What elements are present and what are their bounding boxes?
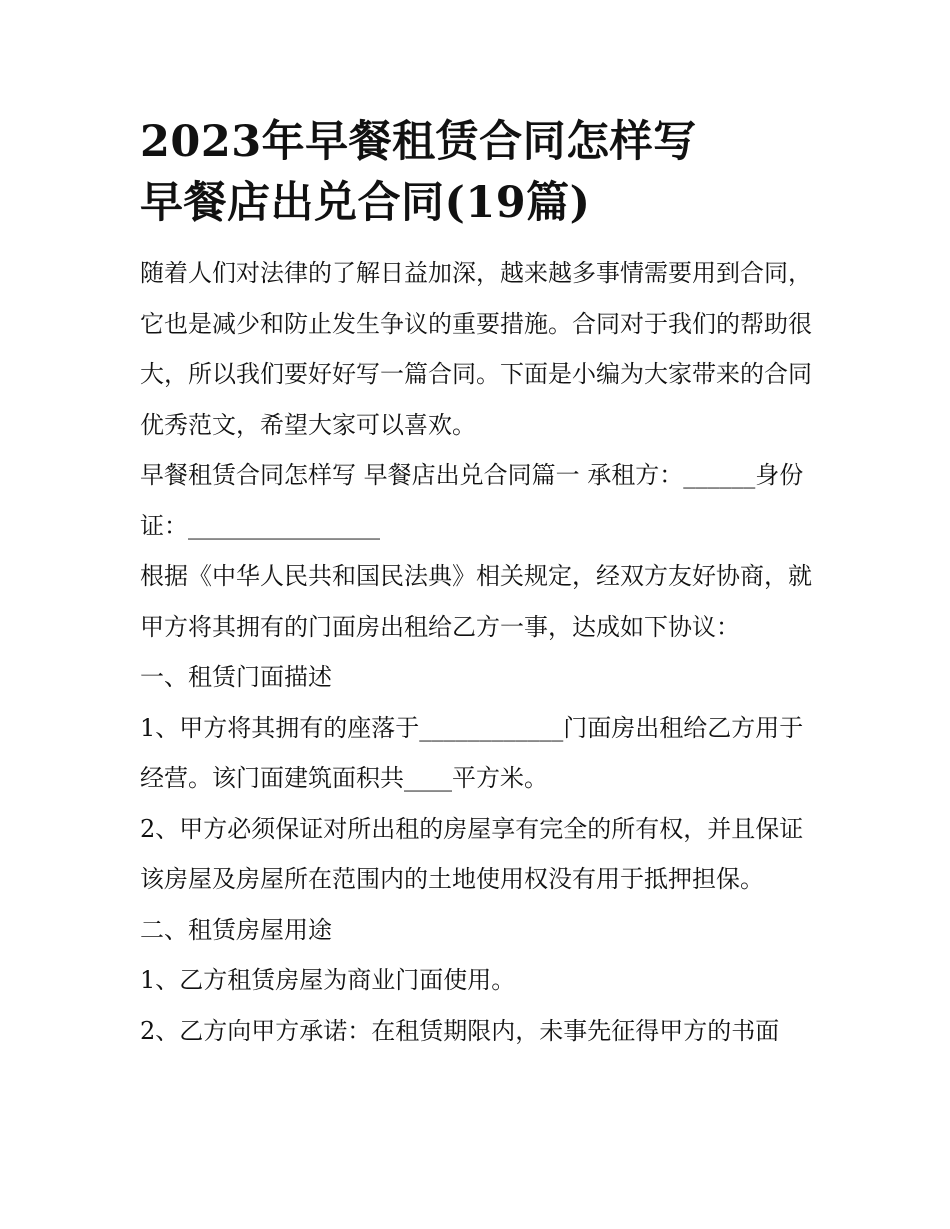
document-page [140,112,820,1056]
section-heading-2: 二、租赁房屋用途 [140,915,332,944]
section-heading-paragraph: 早餐租赁合同怎样写 早餐店出兑合同篇一 承租方：______身份证：________________ [140,461,804,540]
clause-1-1: 1、甲方将其拥有的座落于____________门面房出租给乙方用于经营。该门面建筑面积共____平方米。 [140,713,804,792]
clause-2-2: 2、乙方向甲方承诺：在租赁期限内，未事先征得甲方的书面 [140,1016,780,1045]
document-title [140,112,820,248]
document-body [140,248,820,1056]
legal-basis-paragraph: 根据《中华人民共和国民法典》相关规定，经双方友好协商，就甲方将其拥有的门面房出租给乙方一事，达成如下协议： [140,562,812,641]
clause-1-2: 2、甲方必须保证对所出租的房屋享有完全的所有权，并且保证该房屋及房屋所在范围内的土地使用权没有用于抵押担保。 [140,814,804,893]
intro-paragraph: 随着人们对法律的了解日益加深，越来越多事情需要用到合同，它也是减少和防止发生争议的重要措施。合同对于我们的帮助很大，所以我们要好好写一篇合同。下面是小编为大家带来的合同优秀范文，希望大家可以喜欢。 [140,259,812,439]
section-heading-1: 一、租赁门面描述 [140,663,332,691]
title-line-2: 早餐店出兑合同(19篇) [140,178,591,228]
clause-2-1: 1、乙方租赁房屋为商业门面使用。 [140,966,516,994]
title-line-1: 2023年早餐租赁合同怎样写 [140,117,697,167]
